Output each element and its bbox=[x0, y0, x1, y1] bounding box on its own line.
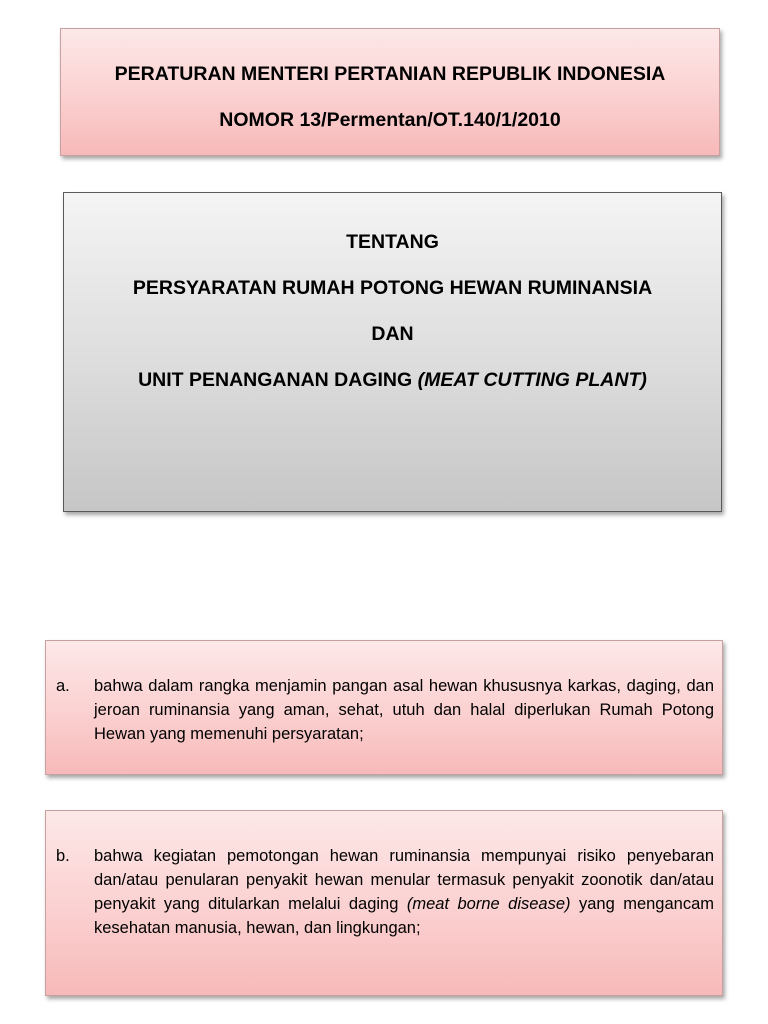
subject-line-2 bbox=[64, 369, 721, 392]
clause-b-text-after: yang mengancam kesehatan manusia, hewan, dan lingkungan; bbox=[94, 895, 714, 937]
regulation-number: NOMOR 13/Permentan/OT.140/1/2010 bbox=[219, 109, 561, 131]
clause-b-box bbox=[45, 810, 723, 996]
clause-b-text-italic: (meat borne disease) bbox=[406, 895, 571, 913]
subject-heading: TENTANG bbox=[346, 231, 439, 253]
clause-b-text bbox=[94, 844, 714, 940]
subject-box bbox=[63, 192, 722, 512]
subject-conjunction: DAN bbox=[371, 323, 414, 345]
subject-line-1: PERSYARATAN RUMAH POTONG HEWAN RUMINANSIA bbox=[132, 277, 653, 299]
subject-line-2-italic: (MEAT CUTTING PLANT) bbox=[417, 369, 647, 391]
regulation-title: PERATURAN MENTERI PERTANIAN REPUBLIK INDONESIA bbox=[114, 63, 666, 85]
clause-a-marker: a. bbox=[56, 677, 70, 695]
clause-a-box bbox=[45, 640, 723, 775]
clause-a-text: bahwa dalam rangka menjamin pangan asal hewan khususnya karkas, daging, dan jeroan ruminansia yang aman, sehat, utuh dan halal diperlukan Rumah Potong Hewan yang memenuhi persyaratan; bbox=[94, 677, 714, 743]
clause-b-text-before: bahwa kegiatan pemotongan hewan ruminansia mempunyai risiko penyebaran dan/atau penularan penyakit hewan menular termasuk penyakit zoonotik dan/atau penyakit yang ditularkan melalui daging bbox=[94, 847, 714, 913]
subject-line-2-main: UNIT PENANGANAN DAGING bbox=[138, 369, 418, 391]
regulation-title-box bbox=[60, 28, 720, 156]
clause-b-marker: b. bbox=[56, 847, 70, 865]
